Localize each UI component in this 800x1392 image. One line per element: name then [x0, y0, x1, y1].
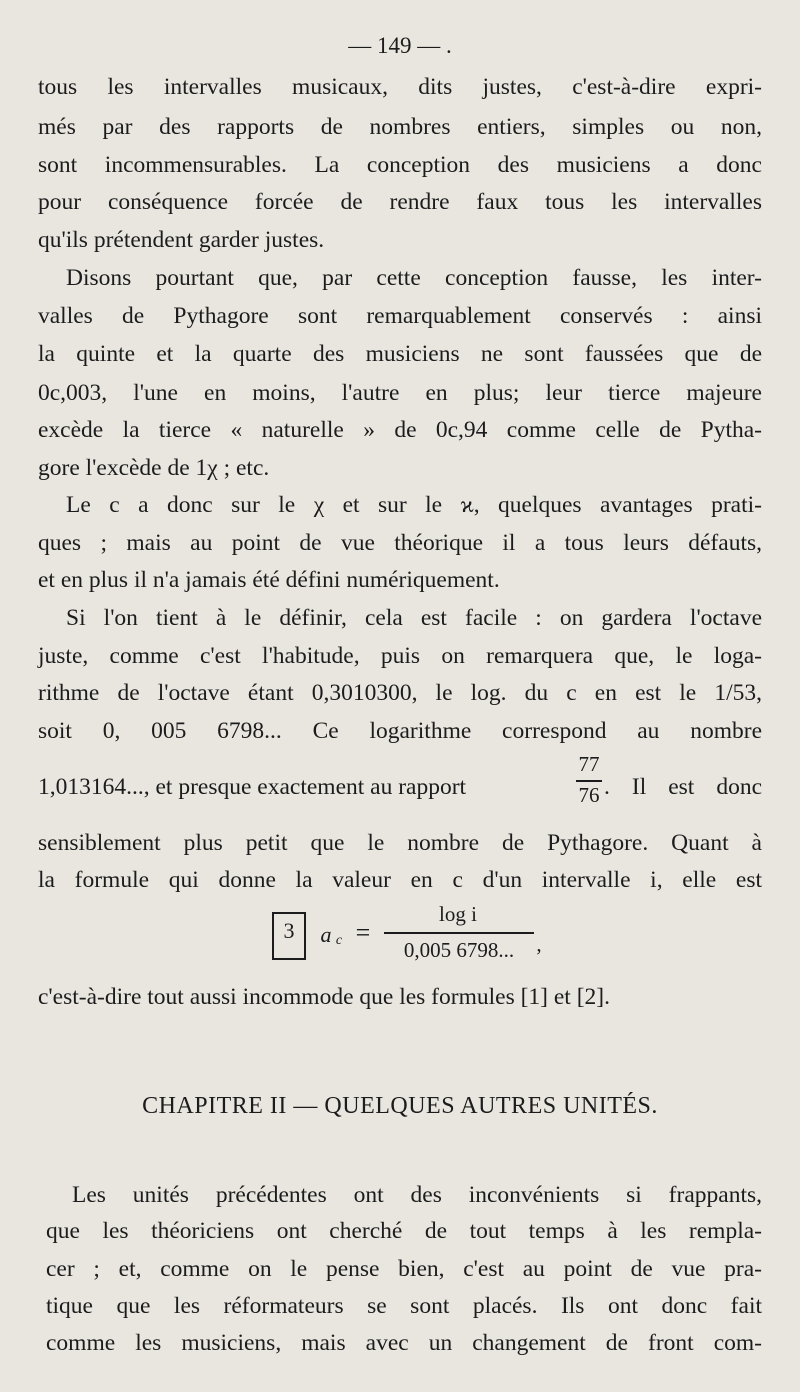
text-line: 0c,003, l'une en moins, l'autre en plus; leur tierce majeure: [38, 380, 762, 406]
text-line: tous les intervalles musicaux, dits justes, c'est-à-dire expri-: [38, 74, 762, 100]
text-line: gore l'excède de 1χ ; etc.: [38, 455, 270, 481]
text-line: Si l'on tient à le définir, cela est facile : on gardera l'octave: [66, 605, 762, 631]
ratio-denominator: 76: [578, 783, 600, 807]
formula-comma: ,: [536, 932, 542, 956]
text-line: 1,013164..., et presque exactement au rapport: [38, 774, 467, 800]
text-line: et en plus il n'a jamais été défini numériquement.: [38, 567, 500, 593]
text-line: valles de Pythagore sont remarquablement conservés : ainsi: [38, 303, 762, 329]
text-line: sont incommensurables. La conception des musiciens a donc: [38, 152, 762, 178]
text-line: Les unités précédentes ont des inconvénients si frappants,: [72, 1182, 762, 1208]
formula-denominator: 0,005 6798...: [403, 938, 515, 962]
text-line: sensiblement plus petit que le nombre de Pythagore. Quant à: [38, 830, 762, 856]
text-line: la formule qui donne la valeur en c d'un intervalle i, elle est: [38, 867, 762, 893]
text-line: la quinte et la quarte des musiciens ne sont faussées que de: [38, 341, 762, 367]
text-line: comme les musiciens, mais avec un changement de front com-: [46, 1330, 762, 1356]
text-line: cer ; et, comme on le pense bien, c'est au point de vue pra-: [46, 1256, 762, 1282]
text-line: més par des rapports de nombres entiers, simples ou non,: [38, 114, 762, 140]
text-line: ques ; mais au point de vue théorique il a tous leurs défauts,: [38, 530, 762, 556]
formula-numerator: log i: [439, 902, 477, 926]
text-line: rithme de l'octave étant 0,3010300, le log. du c en est le 1/53,: [38, 680, 762, 706]
text-line: pour conséquence forcée de rendre faux tous les intervalles: [38, 189, 762, 215]
text-line: qu'ils prétendent garder justes.: [38, 227, 325, 253]
text-line: . Il est donc: [604, 774, 762, 800]
text-line: que les théoriciens ont cherché de tout temps à les rempla-: [46, 1218, 762, 1244]
text-line: Disons pourtant que, par cette conception fausse, les inter-: [66, 265, 762, 291]
equation-tag: 3: [283, 918, 295, 943]
text-line: Le c a donc sur le χ et sur le ϰ, quelques avantages prati-: [66, 492, 762, 518]
text-line: soit 0, 005 6798... Ce logarithme correspond au nombre: [38, 718, 762, 744]
formula-lhs: a: [320, 922, 332, 947]
text-line: c'est-à-dire tout aussi incommode que les formules [1] et [2].: [38, 984, 610, 1010]
ratio-numerator: 77: [578, 752, 600, 776]
formula-equals: =: [355, 918, 371, 947]
chapter-heading: CHAPITRE II — QUELQUES AUTRES UNITÉS.: [142, 1093, 658, 1119]
page-number: — 149 — .: [348, 33, 452, 58]
formula-lhs-subscript: c: [335, 933, 343, 948]
text-line: juste, comme c'est l'habitude, puis on remarquera que, le loga-: [38, 643, 762, 669]
text-line: tique que les réformateurs se sont placés. Ils ont donc fait: [46, 1293, 762, 1319]
ratio-fraction-bar: [576, 780, 602, 782]
formula-fraction-bar: [384, 932, 534, 934]
text-line: excède la tierce « naturelle » de 0c,94 comme celle de Pytha-: [38, 417, 762, 443]
